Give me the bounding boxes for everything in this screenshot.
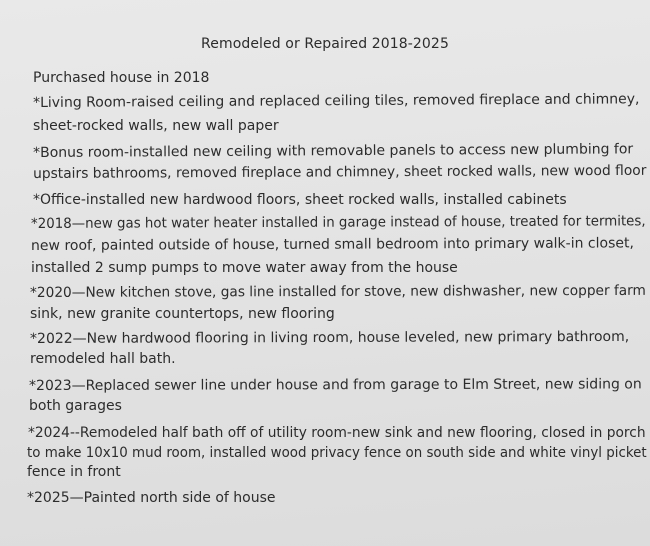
intro-line: Purchased house in 2018: [33, 70, 210, 86]
entry-living-room-line-2: sheet-rocked walls, new wall paper: [33, 118, 279, 134]
entry-office-line-1: *Office-installed new hardwood floors, sheet rocked walls, installed cabinets: [33, 192, 567, 208]
entry-2018-line-2: new roof, painted outside of house, turned small bedroom into primary walk-in closet,: [31, 235, 634, 254]
entry-bonus-room-line-1: *Bonus room-installed new ceiling with removable panels to access new plumbing for: [33, 141, 634, 161]
entry-2023-line-2: both garages: [29, 398, 122, 414]
entry-2020-line-2: sink, new granite countertops, new flooring: [30, 306, 335, 322]
entry-2025-line-1: *2025—Painted north side of house: [27, 490, 276, 506]
entry-2022-line-1: *2022—New hardwood flooring in living room, house leveled, new primary bathroom,: [30, 328, 630, 347]
entry-bonus-room-line-2: upstairs bathrooms, removed fireplace and chimney, sheet rocked walls, new wood floor: [33, 162, 647, 182]
entry-2024-line-2: to make 10x10 mud room, installed wood privacy fence on south side and white vinyl picket: [27, 445, 647, 461]
entry-2018-line-1: *2018—new gas hot water heater installed in garage instead of house, treated for termites,: [31, 213, 646, 232]
entry-2022-line-2: remodeled hall bath.: [30, 351, 176, 367]
entry-2024-line-1: *2024--Remodeled half bath off of utility room-new sink and new flooring, closed in porch: [28, 425, 646, 441]
document-title: Remodeled or Repaired 2018-2025: [201, 36, 449, 52]
entry-2018-line-3: installed 2 sump pumps to move water away from the house: [31, 260, 458, 276]
entry-2020-line-1: *2020—New kitchen stove, gas line installed for stove, new dishwasher, new copper farm: [30, 282, 646, 301]
entry-2024-line-3: fence in front: [27, 464, 121, 480]
entry-2023-line-1: *2023—Replaced sewer line under house and from garage to Elm Street, new siding on: [29, 376, 642, 394]
entry-living-room-line-1: *Living Room-raised ceiling and replaced ceiling tiles, removed fireplace and chimney,: [33, 91, 640, 111]
